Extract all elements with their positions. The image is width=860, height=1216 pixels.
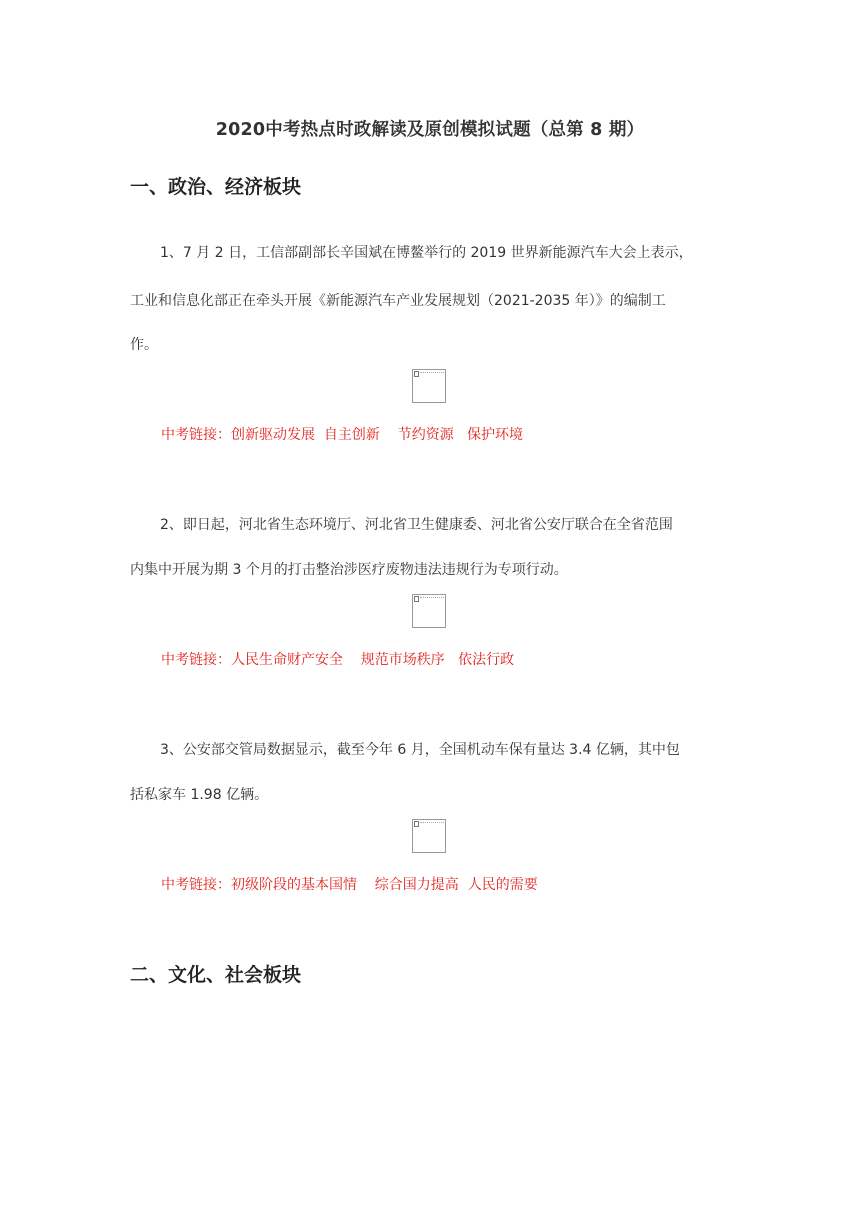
paragraph-line: 2、即日起，河北省生态环境厅、河北省卫生健康委、河北省公安厅联合在全省范围 [160, 517, 673, 533]
exam-link-text: 创新驱动发展 自主创新 节约资源 保护环境 [231, 427, 524, 443]
exam-link-text: 人民生命财产安全 规范市场秩序 依法行政 [231, 652, 515, 668]
exam-link-text: 初级阶段的基本国情 综合国力提高 人民的需要 [231, 877, 538, 893]
image-alt-text [420, 597, 444, 599]
paragraph-line: 作。 [130, 337, 158, 353]
broken-image-icon [414, 596, 419, 602]
exam-link-3 [161, 874, 538, 894]
exam-link-2 [161, 649, 514, 669]
paragraph-line: 1、7 月 2 日，工信部副部长辛国斌在博鳌举行的 2019 世界新能源汽车大会上表示， [160, 245, 693, 261]
image-alt-text [420, 822, 444, 824]
section-heading-politics-economy: 一、政治、经济板块 [130, 176, 302, 198]
paragraph-line: 内集中开展为期 3 个月的打击整治涉医疗废物违法违规行为专项行动。 [130, 562, 568, 578]
paragraph-line: 工业和信息化部正在牵头开展《新能源汽车产业发展规划（2021-2035 年）》的编制工 [130, 293, 666, 309]
paragraph-line: 3、公安部交管局数据显示，截至今年 6 月，全国机动车保有量达 3.4 亿辆，其中包 [160, 742, 680, 758]
image-alt-text [420, 372, 444, 374]
broken-image-icon [414, 371, 419, 377]
document-title: 2020中考热点时政解读及原创模拟试题（总第 8 期） [215, 120, 645, 140]
section-heading-culture-society: 二、文化、社会板块 [130, 964, 302, 986]
paragraph-line: 括私家车 1.98 亿辆。 [130, 787, 269, 803]
exam-link-prefix: 中考链接： [161, 652, 231, 668]
broken-image-icon [414, 821, 419, 827]
broken-image-placeholder [412, 369, 446, 403]
exam-link-prefix: 中考链接： [161, 427, 231, 443]
broken-image-placeholder [412, 594, 446, 628]
broken-image-placeholder [412, 819, 446, 853]
exam-link-1 [161, 424, 523, 444]
exam-link-prefix: 中考链接： [161, 877, 231, 893]
